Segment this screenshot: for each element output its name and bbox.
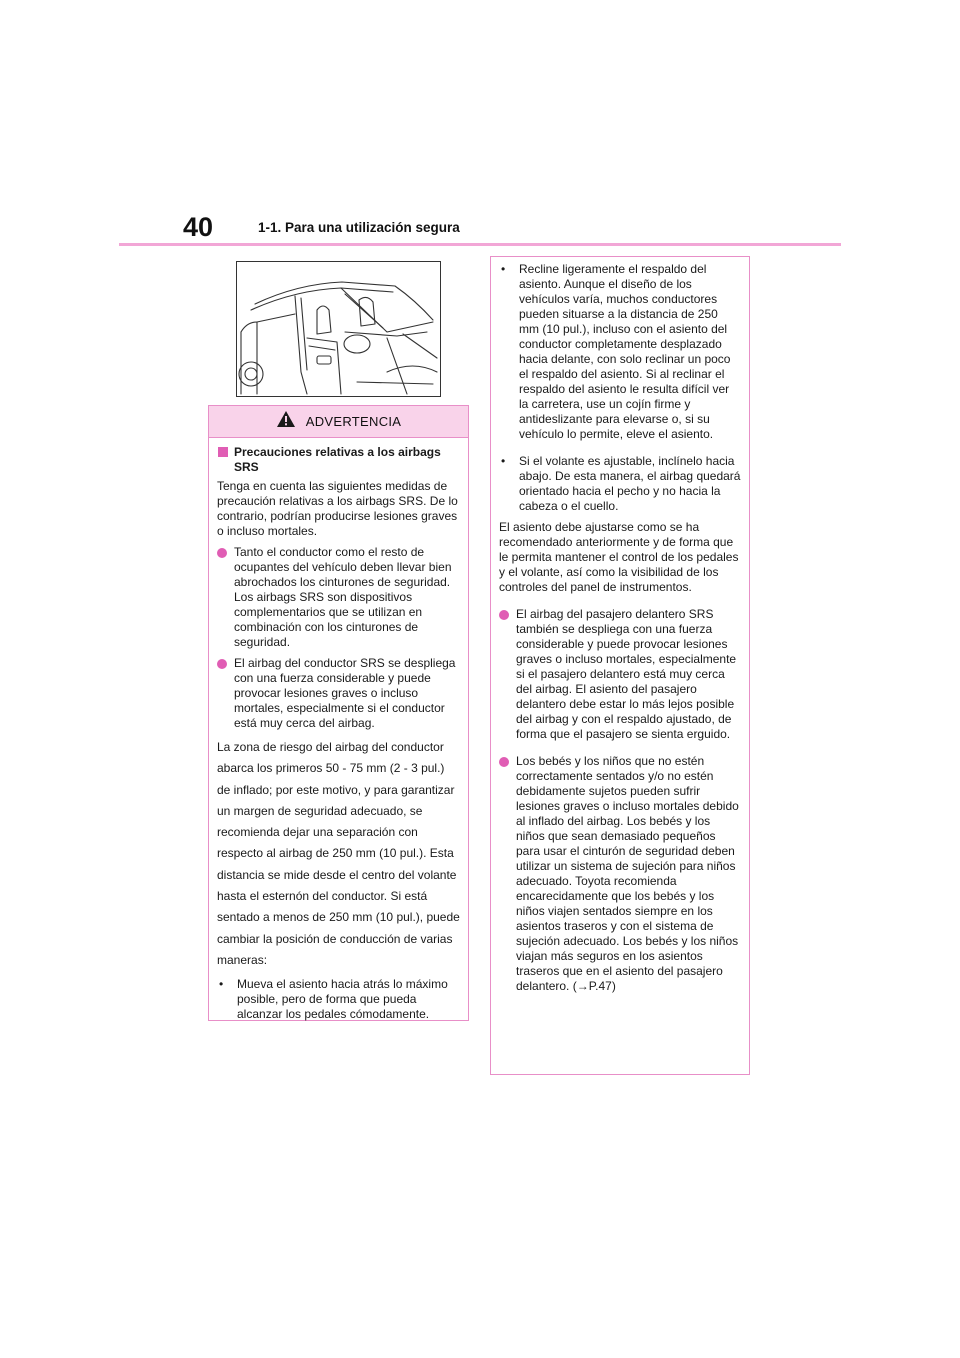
circle-bullet-icon bbox=[217, 659, 227, 669]
warning-heading-text: Precauciones relativas a los airbags SRS bbox=[234, 445, 441, 474]
bullet-text: Recline ligeramente el respaldo del asiento. Aunque el diseño de los vehículos varía, muchos conductores pueden situarse a la distancia de 250 mm (10 pul.), incluso con el asiento del conductor completamente desplazado hacia delante, con solo reclinar un poco el respaldo del asiento. Si al reclinar el respaldo del asiento le resulta difícil ver la carretera, use un cojín firme y antideslizante para elevarse o, si su vehículo lo permite, eleve el asiento. bbox=[519, 262, 731, 441]
header-rule bbox=[119, 243, 841, 246]
warning-paragraph: La zona de riesgo del airbag del conductor abarca los primeros 50 - 75 mm (2 - 3 pul.) de inflado; por este motivo, y para garantizar un margen de seguridad adecuado, se recomienda dejar una separación con respecto al airbag de 250 mm (10 pul.). Esta distancia se mide desde el centro del volante hasta el esternón del conductor. Si está sentado a menos de 250 mm (10 pul.), puede cambiar la posición de conducción de varias maneras: bbox=[217, 740, 460, 967]
paragraph: El asiento debe ajustarse como se ha recomendado anteriormente y de forma que le permita mantener el control de los pedales y el volante, así como la visibilidad de los controles del panel de instrumentos. bbox=[499, 520, 739, 594]
circle-bullet-icon bbox=[499, 757, 509, 767]
list-item-text: Los bebés y los niños que no estén correctamente sentados y/o no estén debidamente sujetos pueden sufrir lesiones graves o incluso mortales debido al inflado del airbag. Los bebés y los niños que sean demasiado pequeños para usar el cinturón de seguridad deben utilizar un sistema de sujeción para niños adecuado. Toyota recomienda encarecidamente que los bebés y los niños viajen sentados siempre en los asientos traseros y con el sistema de sujeción adecuado. Los bebés y los niños viajan más seguros en los asientos traseros que en el asiento del pasajero delantero. (→P.47) bbox=[516, 754, 739, 993]
bullet-item bbox=[217, 977, 460, 1022]
warning-continued-box bbox=[490, 256, 750, 1075]
bullet-item bbox=[499, 454, 741, 514]
bullet-mark: • bbox=[501, 454, 506, 468]
bullet-mark: • bbox=[219, 977, 224, 992]
list-item bbox=[499, 754, 741, 994]
list-item bbox=[217, 545, 460, 650]
list-item bbox=[217, 656, 460, 731]
bullet-text: Mueva el asiento hacia atrás lo máximo posible, pero de forma que pueda alcanzar los pedales cómodamente. bbox=[237, 977, 448, 1022]
list-item-text: El airbag del pasajero delantero SRS también se despliega con una fuerza considerable y puede provocar lesiones graves o incluso mortales, especialmente si el pasajero delantero está muy cerca del airbag. El asiento del pasajero delantero debe estar lo más lejos posible del airbag y con el respaldo ajustado, de forma que el pasajero se sienta erguido. bbox=[516, 607, 737, 741]
warning-title: ADVERTENCIA bbox=[305, 414, 402, 429]
warning-intro: Tenga en cuenta las siguientes medidas de precaución relativas a los airbags SRS. De lo contrario, podrían producirse lesiones graves o incluso mortales. bbox=[217, 479, 458, 538]
warning-heading bbox=[217, 445, 460, 475]
list-item bbox=[499, 607, 741, 742]
bullet-item bbox=[499, 262, 741, 442]
warning-box bbox=[208, 405, 469, 1021]
circle-bullet-icon bbox=[217, 548, 227, 558]
warning-triangle-icon bbox=[276, 410, 296, 433]
section-title: 1-1. Para una utilización segura bbox=[258, 220, 460, 235]
page-number: 40 bbox=[183, 212, 214, 242]
list-item-text: El airbag del conductor SRS se despliega con una fuerza considerable y puede provocar lesiones graves o incluso mortales, especialmente si el conductor está muy cerca del airbag. bbox=[234, 656, 456, 730]
square-bullet-icon bbox=[218, 447, 228, 457]
car-interior-illustration bbox=[236, 261, 441, 397]
warning-header bbox=[209, 406, 468, 438]
bullet-mark: • bbox=[501, 262, 506, 276]
circle-bullet-icon bbox=[499, 610, 509, 620]
bullet-text: Si el volante es ajustable, inclínelo hacia abajo. De esta manera, el airbag quedará orientado hacia el pecho y no hacia la cabeza o el cuello. bbox=[519, 454, 741, 513]
list-item-text: Tanto el conductor como el resto de ocupantes del vehículo deben llevar bien abrochados los cinturones de seguridad. Los airbags SRS son dispositivos complementarios que se utilizan en combinación con los cinturones de seguridad. bbox=[234, 545, 452, 649]
